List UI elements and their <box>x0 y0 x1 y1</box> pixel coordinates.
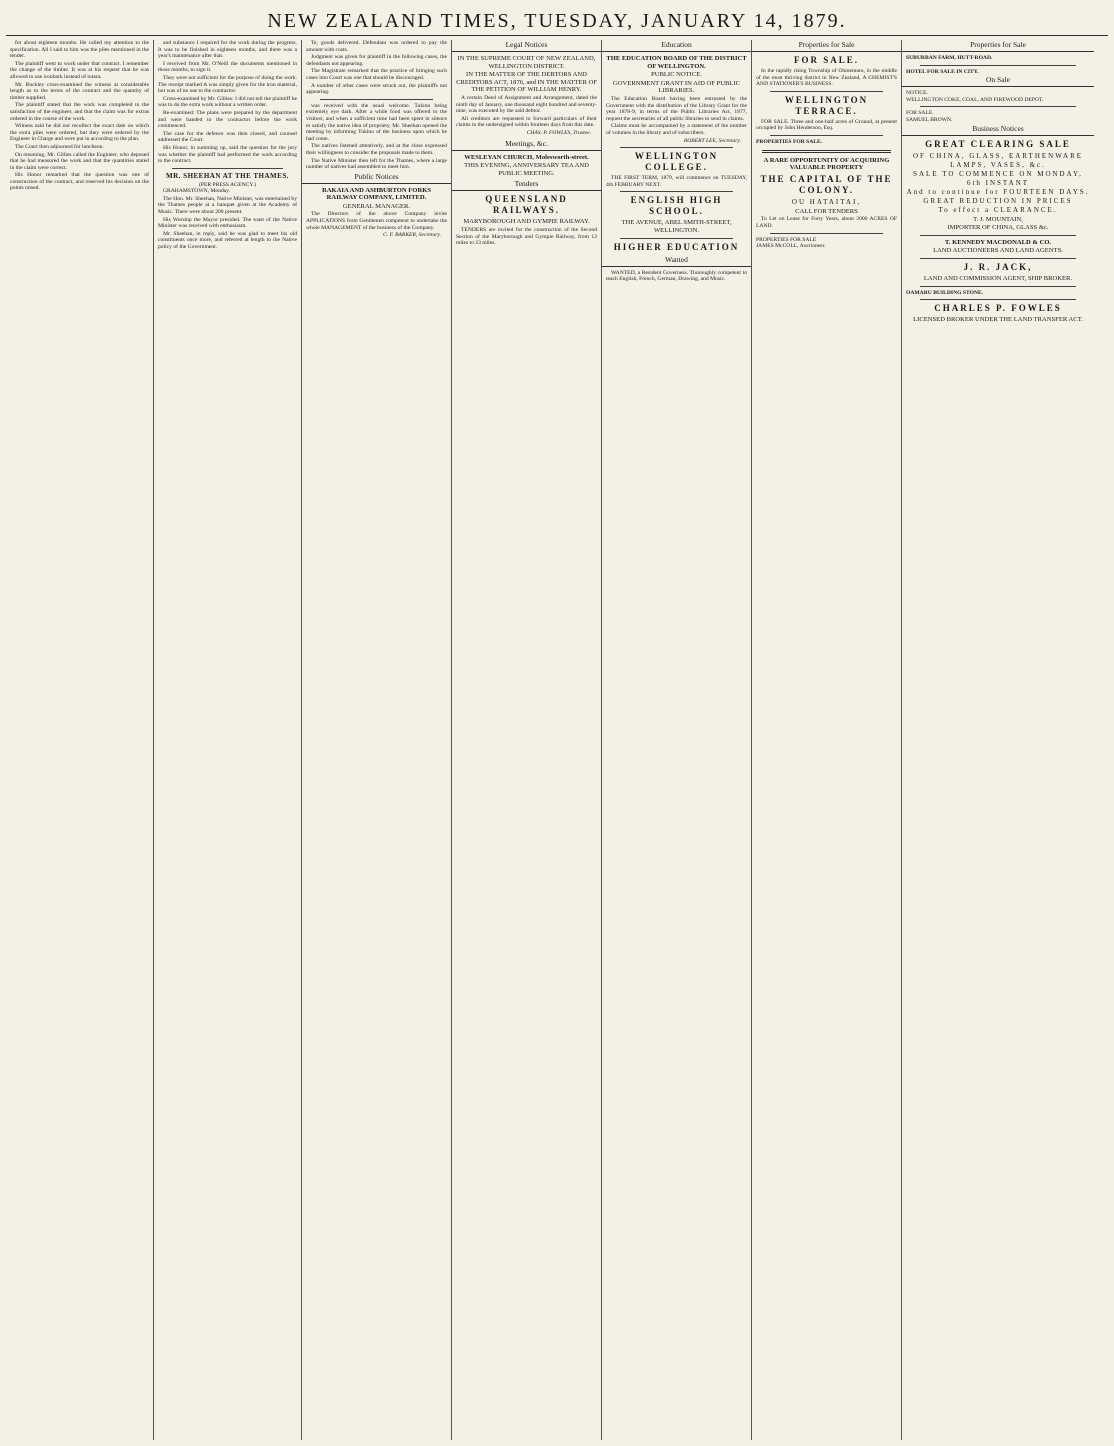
paragraph: All creditors are requested to forward particulars of their claims to the undersigned within fourteen days from this date. <box>456 115 597 129</box>
sale-commence-line: SALE TO COMMENCE ON MONDAY, 6th INSTANT <box>913 169 1083 187</box>
column-3 <box>302 40 452 1440</box>
paragraph: Mr. Buckley cross-examined the witness at considerable length as to the terms of the contract and the quantity of timber supplied. <box>10 81 149 101</box>
sale-title: FOR SALE. <box>793 55 859 65</box>
divider <box>320 99 433 100</box>
paragraph: Re-examined: The plans were prepared by the department and were handed to the contractor before the work commenced. <box>158 109 297 130</box>
paragraph: Mr. Sheehan, in reply, said he was glad to meet his old constituents once more, and referred at length to the Native policy of the Government. <box>158 230 297 251</box>
wanted-text: WANTED, a Resident Governess. Thoroughly competent to teach English, French, German, Drawing, and Music. <box>606 269 747 283</box>
notice-signature: JAMES McCOLL, Auctioneer. <box>756 243 826 250</box>
notice-signature: ROBERT LEE, Secretary. <box>683 137 741 144</box>
paragraph: They were not sufficient for the purpose of doing the work. The receipt marked A was simply given for the iron material, but was of no use to the contractor. <box>158 74 297 95</box>
section-heading: Education <box>602 40 751 52</box>
paragraph: I received from Mr. O'Neill the documents mentioned in those months, to sign it. <box>158 60 297 74</box>
legal-notice <box>456 55 597 137</box>
section-heading: Properties for Sale <box>752 40 901 52</box>
divider <box>770 135 883 136</box>
divider <box>620 238 733 239</box>
paragraph: Cross-examined by Mr. Gillies: I did not tell the plaintiff he was to do the extra work without a written order. <box>158 95 297 109</box>
education-subtitle: PUBLIC NOTICE. <box>651 71 702 79</box>
column-4 <box>452 40 602 1440</box>
paragraph: A certain Deed of Assignment and Arrangement, dated the ninth day of January, one thousand eight hundred and seventy-nine, was executed by the said debtor. <box>456 94 597 115</box>
hotel-title: HOTEL FOR SALE IN CITY. <box>906 68 979 75</box>
school-title: ENGLISH HIGH SCHOOL. <box>630 195 723 217</box>
paragraph: for about eighteen months. He called my attention to the specification. All I said to him was the piles mentioned in the tender. <box>10 40 149 60</box>
clearing-title: GREAT CLEARING SALE <box>925 138 1071 149</box>
education-grant: GOVERNMENT GRANT IN AID OF PUBLIC LIBRARIES. <box>612 79 741 95</box>
section-heading: Properties for Sale <box>902 40 1094 52</box>
article-heading: MR. SHEEHAN AT THE THAMES. <box>166 171 289 180</box>
properties-sale-title: PROPERTIES FOR SALE <box>756 236 817 243</box>
paragraph: A number of other cases were struck out, the plaintiffs not appearing. <box>306 82 447 96</box>
suburban-farm-title: SUBURBAN FARM, HUTT-ROAD. <box>906 55 993 61</box>
tender-text: TENDERS are invited for the construction of the Second Section of the Maryborough and Gympie Railway, from 12 miles to 23 miles. <box>456 226 597 247</box>
kennedy-ad <box>906 239 1090 255</box>
column-5 <box>602 40 752 1440</box>
fowles-ad <box>906 303 1090 324</box>
kennedy-subtitle: LAND AUCTIONEERS AND LAND AGENTS. <box>933 247 1063 255</box>
masthead <box>6 8 1108 36</box>
paragraph: Te, goods delivered. Defendant was ordered to pay the amount with costs. <box>306 40 447 53</box>
section-heading: Meetings, &c. <box>452 139 601 151</box>
importer-line: IMPORTER OF CHINA, GLASS &c. <box>947 224 1049 232</box>
higher-education-title: HIGHER EDUCATION <box>613 241 740 252</box>
college-text: THE FIRST TERM, 1879, will commence on TUESDAY, 4th FEBRUARY NEXT. <box>606 175 747 188</box>
school-address: THE AVENUE, ABEL SMITH-STREET, WELLINGTON. <box>621 219 732 234</box>
notice-subtitle: GENERAL MANAGER. <box>342 202 411 210</box>
tenders-call: CALL FOR TENDERS <box>795 207 858 215</box>
school-notice <box>606 195 747 234</box>
education-notice <box>606 55 747 144</box>
court-name: IN THE SUPREME COURT OF NEW ZEALAND, WELLINGTON DISTRICT. <box>457 55 596 70</box>
tender-subtitle: MARYBOROUGH AND GYMPIE RAILWAY. <box>463 218 590 226</box>
divider <box>620 147 733 148</box>
paragraph: His Worship the Mayor presided. The toast of the Native Minister was received with enthusiasm. <box>158 216 297 230</box>
notice-text: The Directors of the above Company invite APPLICATIONS from Gentlemen competent to undertake the whole MANAGEMENT of the business of the Company. <box>306 211 447 231</box>
paragraph: and substance I required for the work during the progress. It was to be finished in eighteen months, and there was a year's maintenance after that. <box>158 40 297 60</box>
clearance-line: To effect a CLEARANCE. <box>938 205 1058 214</box>
section-heading: Tenders <box>452 179 601 191</box>
paragraph: On resuming, Mr. Gillies called the Engineer, who deposed that he had measured the work and that the quantities stated in the claim were correct. <box>10 151 149 171</box>
jack-title: J. R. JACK, <box>963 261 1033 272</box>
section-heading: Legal Notices <box>452 40 601 52</box>
notice-signature: CHAS. P. FOWLES, Trustee. <box>526 129 591 136</box>
paragraph: The Hon. Mr. Sheehan, Native Minister, was entertained by the Thames people at a banquet given at the Academy of Music. There were about 200 present. <box>158 195 297 216</box>
paragraph: GRAHAMSTOWN, Monday. <box>163 188 231 195</box>
meeting-notice <box>456 154 597 178</box>
oamaru-title: OAMARU BUILDING STONE. <box>906 289 984 296</box>
coke-depot-title: WELLINGTON COKE, COAL, AND FIREWOOD DEPOT. <box>906 96 1044 103</box>
terrace-notice <box>756 95 897 132</box>
church-event: THIS EVENING, ANNIVERSARY TEA AND PUBLIC MEETING. <box>464 162 589 177</box>
paragraph: The Court then adjourned for luncheon. <box>15 143 104 150</box>
notice-title: NOTICE. <box>906 90 928 97</box>
column-1 <box>6 40 154 1440</box>
fourteen-days-line: And to continue for FOURTEEN DAYS. <box>906 187 1090 196</box>
sale-notice <box>756 55 897 88</box>
columns <box>6 40 1108 1440</box>
matter-text: IN THE MATTER OF THE DEBTORS AND CREDITORS ACT, 1876, and IN THE MATTER OF THE PETITION OF WILLIAM HENRY. <box>456 71 597 94</box>
notice-signature: SAMUEL BROWN. <box>906 116 953 123</box>
article-subhead: (PER PRESS AGENCY.) <box>199 181 256 188</box>
tender-notice <box>456 194 597 246</box>
mountain-name: T. J. MOUNTAIN, <box>973 215 1023 223</box>
paragraph: Claims must be accompanied by a statement of the number of volumes in the library and of subscribers. <box>606 123 747 136</box>
terrace-text: FOR SALE. Three and one-half acres of Ground, at present occupied by John Henderson, Esq. <box>756 118 897 132</box>
fowles-subtitle: LICENSED BROKER UNDER THE LAND TRANSFER ACT. <box>913 316 1083 324</box>
sale-title: FOR SALE. <box>906 110 934 117</box>
education-title: THE EDUCATION BOARD OF THE DISTRICT OF WELLINGTON. <box>606 55 747 70</box>
double-rule <box>762 150 891 153</box>
divider <box>770 233 883 234</box>
tender-title: QUEENSLAND RAILWAYS. <box>485 194 568 216</box>
clearing-sale-ad <box>906 139 1090 232</box>
terrace-title: WELLINGTON TERRACE. <box>784 94 869 116</box>
paragraph: Judgment was given for plaintiff in the following cases, the defendants not appearing. <box>306 54 447 67</box>
paragraph: was received with the usual welcome. Tukino being extremely eye dark. After a while food was offered to the visitors, and when a sufficient time had been spent in silence to satisfy the native idea of propriety, Mr. Sheehan opened the meeting by informing Tukino of the business upon which he had come. <box>306 102 447 142</box>
paragraph: His Honor remarked that the question was one of construction of the contract, and reserved his decision on the points raised. <box>10 172 149 192</box>
capital-title: THE CAPITAL OF THE COLONY. <box>760 173 893 195</box>
notice-signature: C. F. BARKER, Secretary. <box>383 232 441 239</box>
paragraph: The plaintiff stated that the work was completed to the satisfaction of the engineer, and that the claim was for extras ordered in the course of the work. <box>10 102 149 122</box>
divider <box>920 235 1076 236</box>
paragraph: The Education Board having been entrusted by the Government with the distribution of the Library Grant for the year 1878-9, in terms of the Public Libraries Act, 1877, request the secretaries of all public libraries to send in claims. <box>606 95 747 122</box>
paragraph: His Honor, in summing up, said the question for the jury was whether the plaintiff had performed the work according to the contract. <box>158 144 297 165</box>
hataitai-title: OU HATAITAI, <box>791 197 862 206</box>
college-title: WELLINGTON COLLEGE. <box>634 151 719 173</box>
divider <box>172 168 283 169</box>
church-name: WESLEYAN CHURCH, Molesworth-street. <box>464 153 589 161</box>
divider <box>920 106 1076 107</box>
paragraph: Witness said he did not recollect the exact date on which the extra piles were ordered, but they were ordered by the Engineer in Charge and were put in according to the plan. <box>10 123 149 143</box>
paragraph: The Magistrate remarked that the practice of bringing such cases into Court was one that should be discouraged. <box>306 68 447 81</box>
reduction-line: GREAT REDUCTION IN PRICES <box>923 196 1073 205</box>
divider <box>920 65 1076 66</box>
lease-text: To Let on Lease for Forty Years, about 2000 ACRES OF LAND. <box>756 216 897 229</box>
notice-title: RAKAIA AND ASHBURTON FORKS RAILWAY COMPANY, LIMITED. <box>321 186 431 202</box>
kennedy-title: T. KENNEDY MACDONALD & CO. <box>944 238 1052 246</box>
divider <box>770 91 883 92</box>
divider <box>920 258 1076 259</box>
page-title: NEW ZEALAND TIMES, TUESDAY, JANUARY 14, 1879. <box>267 10 847 32</box>
divider <box>620 191 733 192</box>
divider <box>920 286 1076 287</box>
section-heading: Public Notices <box>302 172 451 184</box>
fowles-title: CHARLES P. FOWLES <box>934 303 1062 314</box>
jack-subtitle: LAND AND COMMISSION AGENT, SHIP BROKER. <box>923 274 1073 282</box>
rare-opportunity-notice <box>756 157 897 230</box>
china-line: OF CHINA, GLASS, EARTHENWARE LAMPS, VASES, &c. <box>912 151 1084 169</box>
section-heading: Business Notices <box>902 124 1094 136</box>
college-notice <box>606 151 747 188</box>
paragraph: The natives listened attentively, and at the close expressed their willingness to consider the proposals made to them. <box>306 143 447 156</box>
section-heading: Wanted <box>602 255 751 267</box>
column-6 <box>752 40 902 1440</box>
column-2 <box>154 40 302 1440</box>
jack-ad <box>906 262 1090 283</box>
paragraph: The Native Minister then left for the Thames, where a large number of natives had assembled to meet him. <box>306 157 447 171</box>
higher-education-notice <box>606 242 747 253</box>
paragraph: The plaintiff went to work under that contract. I remember the change of the timber. It was at his request that he was allowed to use ironbark instead of totara. <box>10 60 149 80</box>
section-heading: On Sale <box>902 75 1094 87</box>
properties-heading: PROPERTIES FOR SALE. <box>756 138 823 145</box>
sale-text: In the rapidly rising Township of Ohinemutu, in the middle of the most thriving district in New Zealand, A CHEMIST'S AND STATIONER'S BUSINESS. <box>756 68 897 88</box>
column-7 <box>902 40 1094 1440</box>
paragraph: The case for the defence was then closed, and counsel addressed the Court. <box>158 130 297 144</box>
rare-title: A RARE OPPORTUNITY OF ACQUIRING VALUABLE PROPERTY <box>763 156 890 172</box>
public-notice <box>306 187 447 239</box>
divider <box>920 299 1076 300</box>
